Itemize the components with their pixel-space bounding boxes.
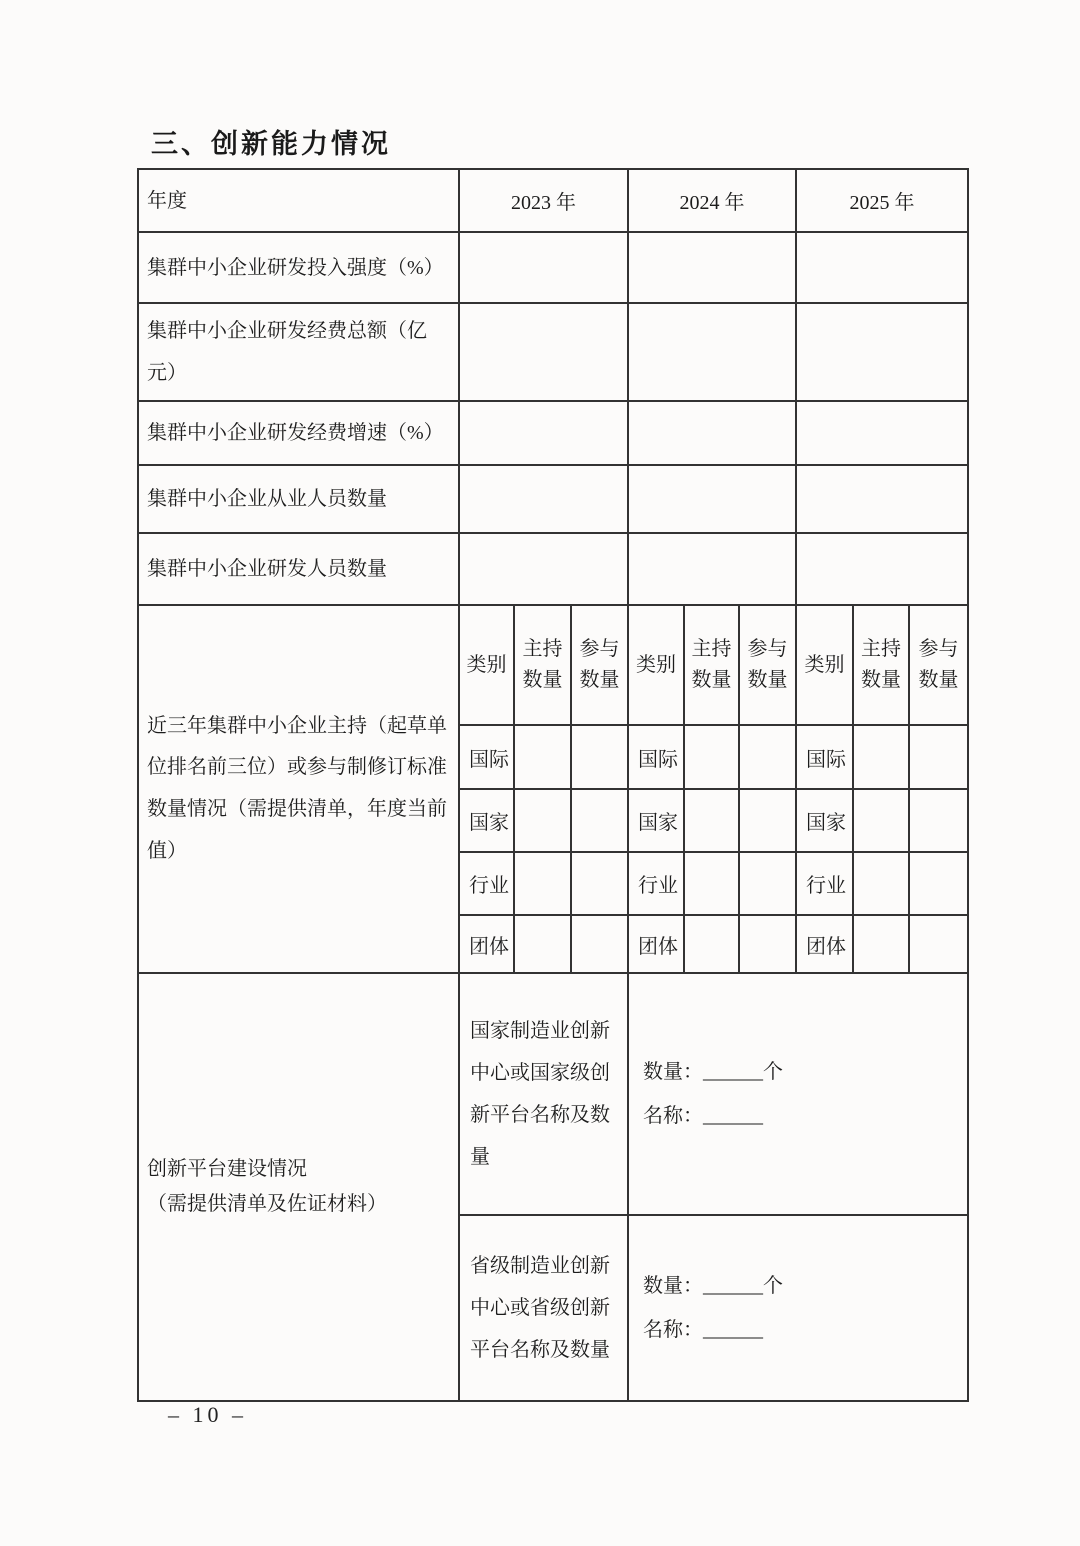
data-cell-empty — [684, 852, 739, 915]
data-cell-empty — [853, 725, 909, 789]
data-cell-empty — [571, 852, 628, 915]
subheader-category-2025: 类别 — [796, 605, 853, 725]
data-cell-empty — [739, 852, 796, 915]
metric-label-employees: 集群中小企业从业人员数量 — [138, 465, 459, 533]
year-header-2025: 2025 年 — [796, 169, 968, 232]
data-cell-empty — [739, 789, 796, 852]
platform-national-entry — [628, 973, 968, 1215]
subheader-participated-2024: 参与数量 — [739, 605, 796, 725]
data-cell-empty — [909, 852, 968, 915]
data-cell-empty — [684, 915, 739, 973]
data-cell-empty — [514, 915, 571, 973]
data-cell-empty — [909, 915, 968, 973]
category-group-2024: 团体 — [628, 915, 684, 973]
metric-label-rd-growth: 集群中小企业研发经费增速（%） — [138, 401, 459, 465]
year-header-2024: 2024 年 — [628, 169, 796, 232]
data-cell-empty — [853, 915, 909, 973]
data-cell-empty — [739, 725, 796, 789]
platform-provincial-quantity-blank: 数量：______个 — [643, 1275, 784, 1297]
data-cell-empty — [571, 915, 628, 973]
category-national-2024: 国家 — [628, 789, 684, 852]
data-cell-empty — [684, 789, 739, 852]
subheader-category-2023: 类别 — [459, 605, 514, 725]
metric-label-rd-intensity: 集群中小企业研发投入强度（%） — [138, 232, 459, 303]
data-cell-empty — [684, 725, 739, 789]
metric-row — [138, 303, 968, 401]
data-cell-empty — [796, 401, 968, 465]
page-number: – 10 – — [168, 1402, 247, 1427]
metric-row — [138, 465, 968, 533]
subheader-participated-2023: 参与数量 — [571, 605, 628, 725]
data-cell-empty — [628, 465, 796, 533]
data-cell-empty — [514, 789, 571, 852]
platform-label-line2: （需提供清单及佐证材料） — [147, 1193, 387, 1215]
category-industry-2023: 行业 — [459, 852, 514, 915]
data-cell-empty — [909, 789, 968, 852]
category-industry-2025: 行业 — [796, 852, 853, 915]
data-cell-empty — [796, 232, 968, 303]
data-cell-empty — [459, 401, 628, 465]
data-cell-empty — [853, 852, 909, 915]
platform-section-label — [138, 973, 459, 1401]
data-cell-empty — [796, 303, 968, 401]
data-cell-empty — [459, 533, 628, 605]
data-cell-empty — [796, 465, 968, 533]
standards-subheader-row — [138, 605, 968, 725]
platform-provincial-name-blank: 名称：______ — [643, 1319, 764, 1341]
metric-label-rd-personnel: 集群中小企业研发人员数量 — [138, 533, 459, 605]
category-national-2025: 国家 — [796, 789, 853, 852]
platform-label-line1: 创新平台建设情况 — [147, 1158, 307, 1180]
subheader-hosted-2023: 主持数量 — [514, 605, 571, 725]
platform-national-quantity-blank: 数量：______个 — [643, 1061, 784, 1083]
data-cell-empty — [571, 725, 628, 789]
data-cell-empty — [628, 232, 796, 303]
metric-row — [138, 533, 968, 605]
category-international-2025: 国际 — [796, 725, 853, 789]
data-cell-empty — [909, 725, 968, 789]
data-cell-empty — [853, 789, 909, 852]
platform-provincial-entry — [628, 1215, 968, 1401]
section-title: 三、创新能力情况 — [151, 129, 391, 159]
platform-provincial-scope: 省级制造业创新中心或省级创新平台名称及数量 — [459, 1215, 628, 1401]
data-cell-empty — [739, 915, 796, 973]
standards-section-label: 近三年集群中小企业主持（起草单位排名前三位）或参与制修订标准数量情况（需提供清单，年度当前值） — [138, 605, 459, 973]
year-header-row — [138, 169, 968, 232]
innovation-capability-table — [137, 168, 969, 1402]
data-cell-empty — [459, 303, 628, 401]
category-international-2023: 国际 — [459, 725, 514, 789]
data-cell-empty — [459, 465, 628, 533]
data-cell-empty — [459, 232, 628, 303]
subheader-participated-2025: 参与数量 — [909, 605, 968, 725]
platform-row-national — [138, 973, 968, 1215]
data-cell-empty — [796, 533, 968, 605]
subheader-hosted-2024: 主持数量 — [684, 605, 739, 725]
data-cell-empty — [628, 533, 796, 605]
category-national-2023: 国家 — [459, 789, 514, 852]
year-header-2023: 2023 年 — [459, 169, 628, 232]
data-cell-empty — [514, 852, 571, 915]
category-group-2023: 团体 — [459, 915, 514, 973]
data-cell-empty — [514, 725, 571, 789]
data-cell-empty — [571, 789, 628, 852]
data-cell-empty — [628, 401, 796, 465]
metric-row — [138, 232, 968, 303]
category-group-2025: 团体 — [796, 915, 853, 973]
category-industry-2024: 行业 — [628, 852, 684, 915]
subheader-hosted-2025: 主持数量 — [853, 605, 909, 725]
metric-label-rd-total: 集群中小企业研发经费总额（亿元） — [138, 303, 459, 401]
data-cell-empty — [628, 303, 796, 401]
metric-row — [138, 401, 968, 465]
subheader-category-2024: 类别 — [628, 605, 684, 725]
year-row-label: 年度 — [138, 169, 459, 232]
category-international-2024: 国际 — [628, 725, 684, 789]
platform-national-name-blank: 名称：______ — [643, 1105, 764, 1127]
platform-national-scope: 国家制造业创新中心或国家级创新平台名称及数量 — [459, 973, 628, 1215]
